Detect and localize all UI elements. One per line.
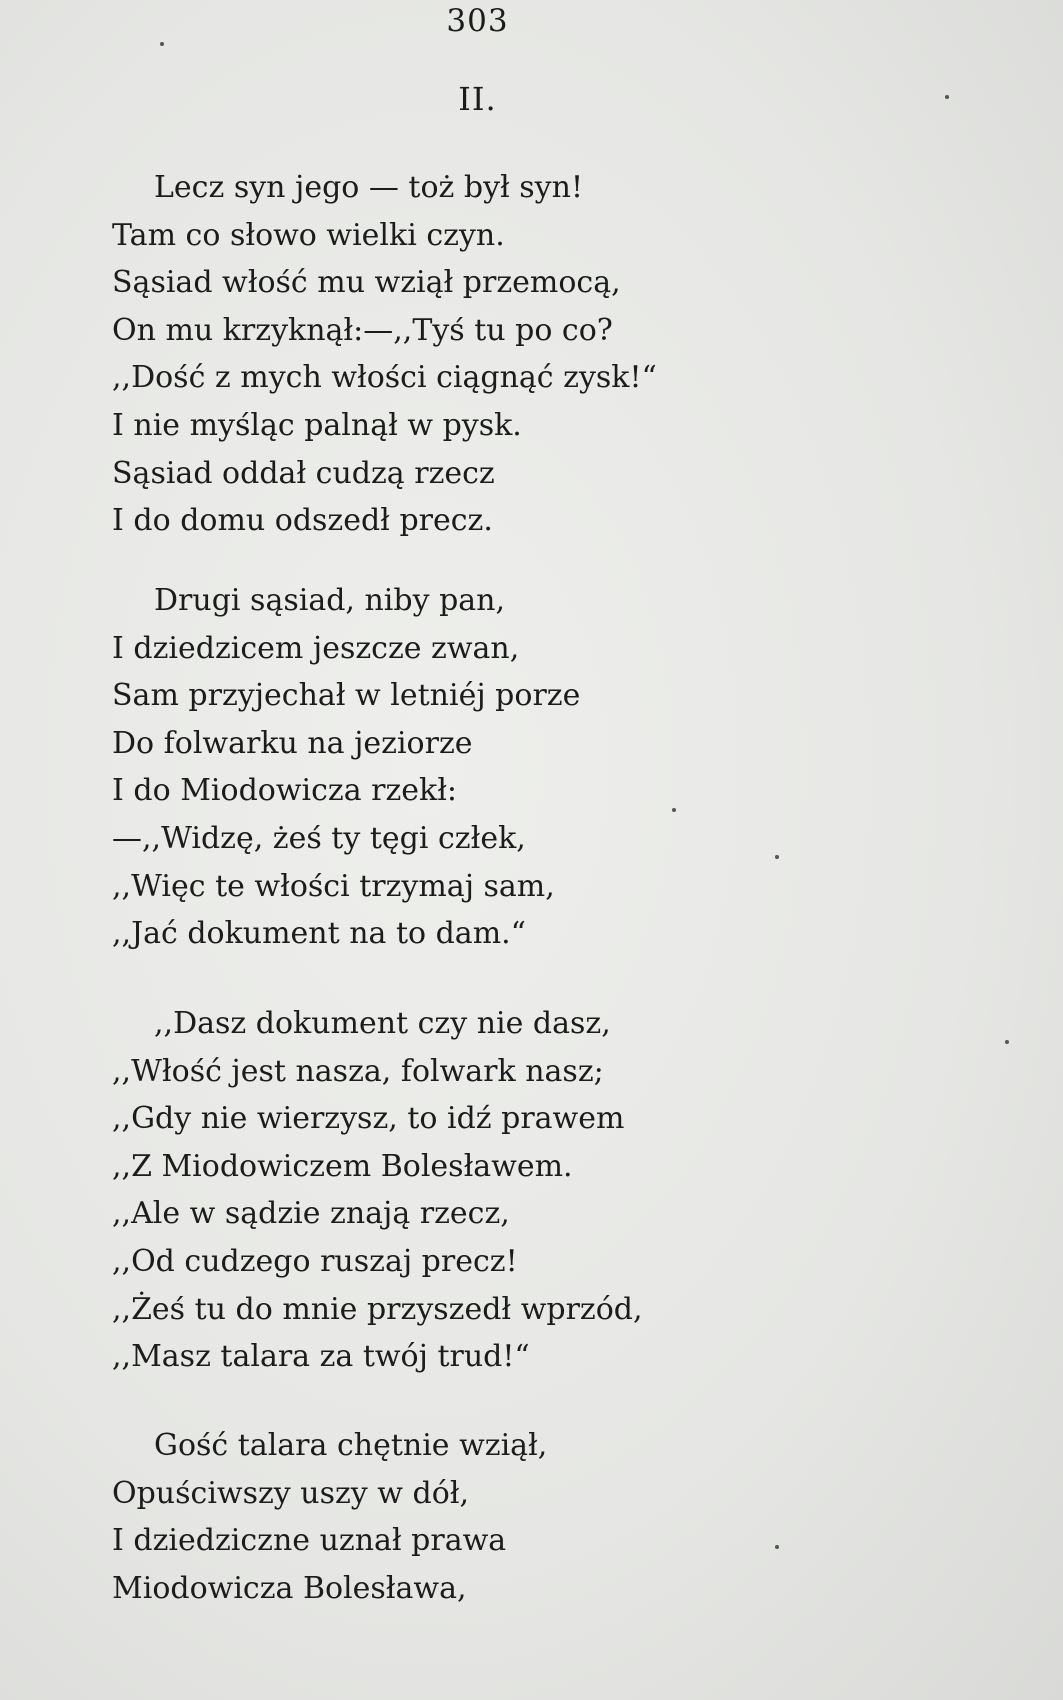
paper-speck	[160, 42, 164, 46]
verse-line: Drugi sąsiad, niby pan,	[154, 583, 506, 618]
verse-line: Miodowicza Bolesława,	[112, 1570, 467, 1606]
verse-line: ,,Od cudzego ruszaj precz!	[112, 1243, 518, 1279]
verse-line: Tam co słowo wielki czyn.	[112, 217, 505, 253]
page-number: 303	[446, 3, 509, 39]
verse-line: I dziedzicem jeszcze zwan,	[112, 630, 520, 666]
verse-line: Sam przyjechał w letniéj porze	[112, 678, 581, 714]
verse-line: Opuściwszy uszy w dół,	[112, 1475, 470, 1511]
verse-line: ,,Dość z mych włości ciągnąć zysk!“	[112, 360, 657, 396]
verse-line: ,,Masz talara za twój trud!“	[112, 1339, 530, 1375]
verse-line: ,,Ale w sądzie znają rzecz,	[112, 1196, 510, 1232]
stanza	[112, 1422, 547, 1612]
stanza	[112, 577, 580, 958]
stanza	[112, 164, 657, 545]
section-numeral: II.	[458, 80, 497, 118]
verse-line: ,,Z Miodowiczem Bolesławem.	[112, 1148, 573, 1184]
verse-line: ,,Włość jest nasza, folwark nasz;	[112, 1053, 604, 1089]
paper-speck	[1005, 1040, 1009, 1044]
paper-speck	[775, 1545, 779, 1549]
paper-speck	[775, 855, 779, 859]
stanza	[112, 1000, 643, 1381]
verse-line: I dziedziczne uznał prawa	[112, 1523, 507, 1559]
verse-line: Do folwarku na jeziorze	[112, 725, 473, 761]
verse-line: ,,Więc te włości trzymaj sam,	[112, 868, 555, 904]
verse-line: Gość talara chętnie wziął,	[154, 1428, 548, 1463]
verse-line: Sąsiad włość mu wziął przemocą,	[112, 265, 621, 301]
verse-line: ,,Gdy nie wierzysz, to idź prawem	[112, 1101, 625, 1137]
paper-speck	[945, 95, 949, 99]
verse-line: On mu krzyknął:—,,Tyś tu po co?	[112, 312, 613, 348]
verse-line: Sąsiad oddał cudzą rzecz	[112, 455, 495, 491]
paper-speck	[672, 808, 676, 812]
verse-line: —,,Widzę, żeś ty tęgi człek,	[112, 820, 526, 856]
verse-line: ,,Żeś tu do mnie przyszedł wprzód,	[112, 1291, 643, 1327]
verse-line: ,,Jać dokument na to dam.“	[112, 916, 527, 952]
verse-line: I nie myśląc palnął w pysk.	[112, 407, 522, 443]
verse-line: ,,Dasz dokument czy nie dasz,	[154, 1006, 611, 1041]
verse-line: I do domu odszedł precz.	[112, 503, 493, 539]
verse-line: Lecz syn jego — toż był syn!	[154, 170, 584, 205]
verse-line: I do Miodowicza rzekł:	[112, 773, 458, 809]
